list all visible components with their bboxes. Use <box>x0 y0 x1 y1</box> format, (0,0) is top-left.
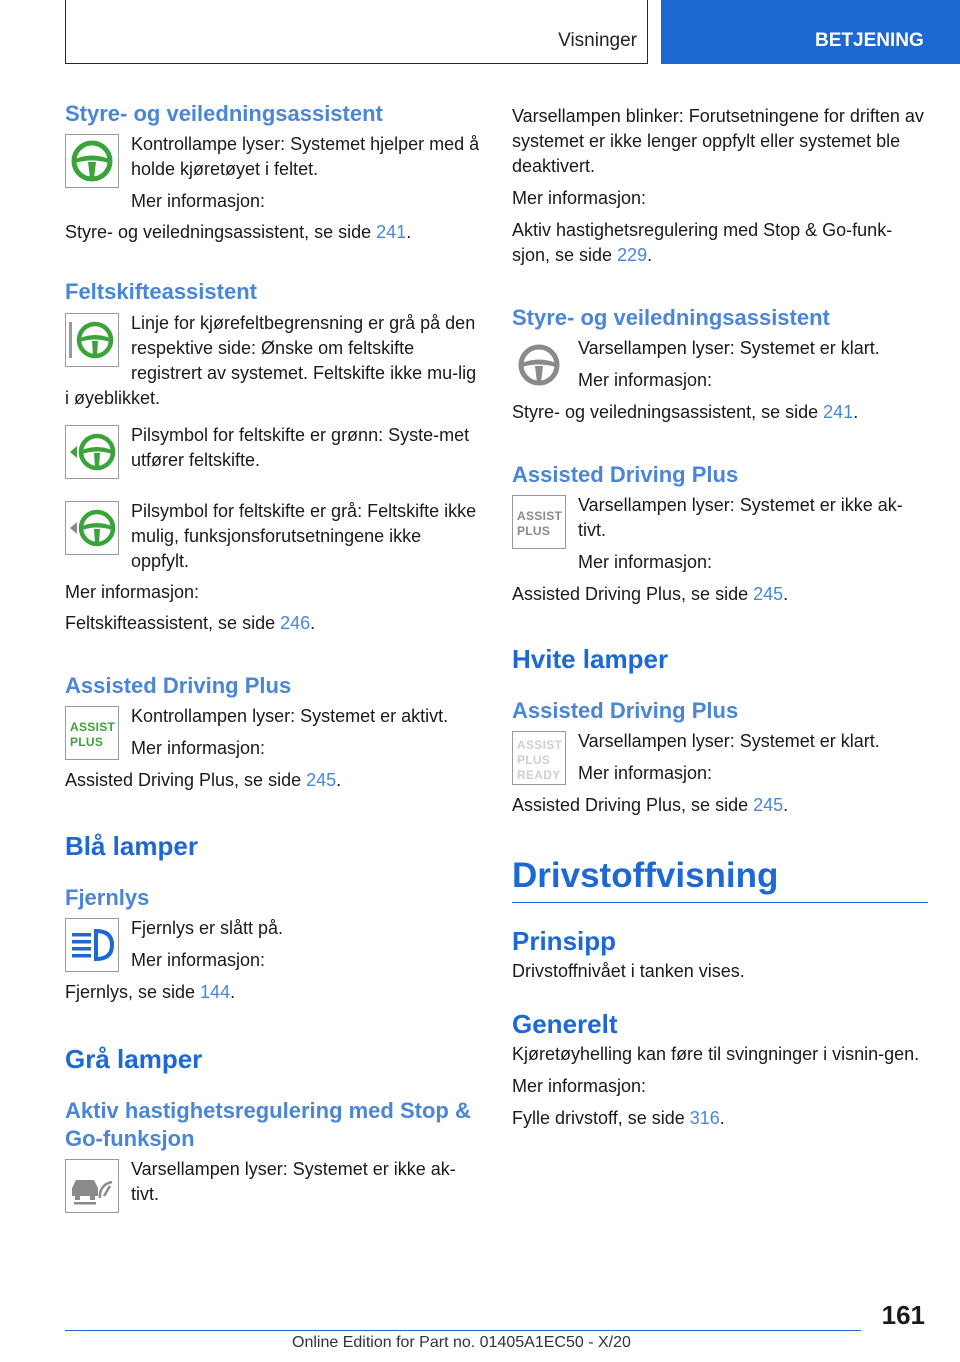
page-link[interactable]: 316 <box>689 1108 720 1128</box>
section-heading: Fjernlys <box>65 885 150 910</box>
more-info-label: Mer informasjon: <box>131 191 266 211</box>
entry-text: Varsellampen lyser: Systemet er ikke ak‐tivt. <box>131 1159 456 1204</box>
lane-change-arrow-gray-icon <box>65 501 119 555</box>
active-cruise-control-gray-icon <box>65 1159 119 1213</box>
entry-text: Kontrollampe lyser: Systemet hjelper med å holde kjøretøyet i feltet. <box>131 134 480 179</box>
entry-text: Linje for kjørefeltbegrensning er grå på den respektive side: Ønske om feltskifte registrert av systemet. Feltskifte ikke mu‐lig i øyeblikket. <box>65 313 477 408</box>
indicator-entry <box>65 423 480 483</box>
page-reference: Styre- og veiledningsassistent, se side 241. <box>512 402 859 422</box>
section-heading: Assisted Driving Plus <box>65 673 292 698</box>
section-heading: Feltskifteassistent <box>65 279 257 304</box>
page-reference: Assisted Driving Plus, se side 245. <box>512 795 789 815</box>
indicator-entry <box>512 729 928 818</box>
indicator-entry <box>65 311 480 411</box>
steering-assist-green-icon <box>65 134 119 188</box>
page-reference: Feltskifteassistent, se side 246. <box>65 613 316 633</box>
page-link[interactable]: 229 <box>617 245 648 265</box>
page-link[interactable]: 241 <box>823 402 854 422</box>
more-info-label: Mer informasjon: <box>578 552 713 572</box>
page-reference: Assisted Driving Plus, se side 245. <box>512 584 789 604</box>
entry-text: Fjernlys er slått på. <box>131 918 284 938</box>
section-heading: Styre- og veiledningsassistent <box>512 305 830 330</box>
page-reference: Fjernlys, se side 144. <box>65 982 236 1002</box>
indicator-entry <box>65 499 480 574</box>
entry-text: Pilsymbol for feltskifte er grønn: Syste‐met utfører feltskifte. <box>131 425 470 470</box>
entry-text: Kontrollampen lyser: Systemet er aktivt. <box>131 706 449 726</box>
header-tab[interactable]: BETJENING <box>661 0 960 64</box>
section-heading: Generelt <box>512 1009 618 1039</box>
entry-text: Varsellampen lyser: Systemet er klart. <box>578 731 880 751</box>
more-info-label: Mer informasjon: <box>578 763 713 783</box>
more-info-label: Mer informasjon: <box>131 738 266 758</box>
page-link[interactable]: 245 <box>753 795 784 815</box>
page-reference: Styre- og veiledningsassistent, se side 241. <box>65 222 412 242</box>
entry-text: Kjøretøyhelling kan føre til svingninger i visnin‐gen. <box>512 1044 920 1064</box>
chapter-title-block <box>512 854 928 903</box>
section-heading: Prinsipp <box>512 926 617 956</box>
page-reference: Aktiv hastighetsregulering med Stop & Go-funk‐sjon, se side 229. <box>512 220 893 265</box>
entry-text: Varsellampen lyser: Systemet er ikke ak‐tivt. <box>578 495 903 540</box>
footer-divider <box>65 1330 861 1331</box>
page-link[interactable]: 144 <box>200 982 231 1002</box>
assisted-driving-plus-green-icon: ASSIST PLUS <box>65 706 119 760</box>
section-heading: Assisted Driving Plus <box>512 462 739 487</box>
more-info-label: Mer informasjon: <box>512 188 647 208</box>
section-heading: Assisted Driving Plus <box>512 698 739 723</box>
indicator-entry <box>65 916 480 1005</box>
assisted-driving-plus-gray-icon: ASSIST PLUS <box>512 495 566 549</box>
assisted-driving-plus-ready-icon: ASSIST PLUS READY <box>512 731 566 785</box>
indicator-entry <box>65 132 480 214</box>
right-column <box>512 100 928 1131</box>
page-link[interactable]: 245 <box>753 584 784 604</box>
page-number: 161 <box>881 1300 925 1330</box>
page-link[interactable]: 246 <box>280 613 311 633</box>
lane-change-assist-icon <box>65 313 119 367</box>
left-column <box>65 100 480 1217</box>
group-heading: Blå lamper <box>65 831 198 861</box>
steering-assist-gray-icon <box>512 338 566 392</box>
lane-change-arrow-green-icon <box>65 425 119 479</box>
more-info-label: Mer informasjon: <box>65 582 200 602</box>
entry-text: Drivstoffnivået i tanken vises. <box>512 961 745 981</box>
chapter-title: Drivstoffvisning <box>512 856 779 895</box>
section-heading: Aktiv hastighetsregulering med Stop & Go-funksjon <box>65 1098 471 1151</box>
group-heading: Hvite lamper <box>512 644 669 674</box>
indicator-entry <box>65 1157 480 1217</box>
header-title: Visninger <box>558 30 637 51</box>
group-heading: Grå lamper <box>65 1044 203 1074</box>
more-info-label: Mer informasjon: <box>131 950 266 970</box>
footer-edition: Online Edition for Part no. 01405A1EC50 - X/20 <box>292 1334 631 1351</box>
indicator-entry <box>512 493 928 575</box>
entry-text: Varsellampen blinker: Forutsetningene for driften av systemet er ikke lenger oppfylt eller systemet ble deaktivert. <box>512 106 924 176</box>
more-info-label: Mer informasjon: <box>578 370 713 390</box>
indicator-entry <box>512 336 928 425</box>
page-link[interactable]: 245 <box>306 770 337 790</box>
entry-text: Varsellampen lyser: Systemet er klart. <box>578 338 880 358</box>
more-info-label: Mer informasjon: <box>512 1076 647 1096</box>
header-frame <box>65 0 648 64</box>
page-reference: Fylle drivstoff, se side 316. <box>512 1108 725 1128</box>
page-link[interactable]: 241 <box>376 222 407 242</box>
high-beam-icon <box>65 918 119 972</box>
entry-text: Pilsymbol for feltskifte er grå: Feltskifte ikke mulig, funksjonsforutsetningene ikke oppfylt. <box>131 501 477 571</box>
section-heading: Styre- og veiledningsassistent <box>65 101 383 126</box>
page-reference: Assisted Driving Plus, se side 245. <box>65 770 342 790</box>
indicator-entry <box>65 704 480 793</box>
